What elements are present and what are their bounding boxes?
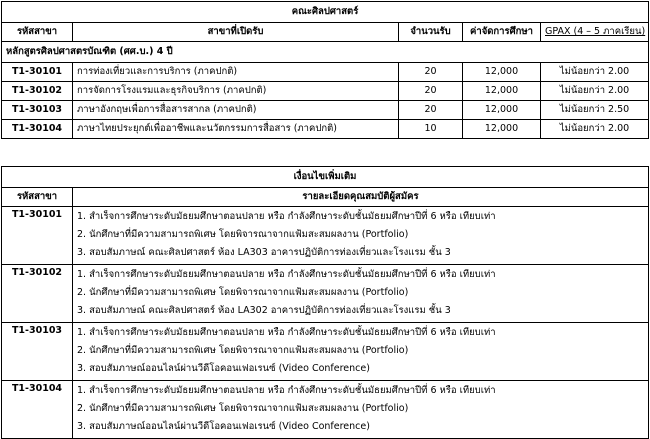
condition-line: 3. สอบสัมภาษณ์ คณะศิลปศาสตร์ ห้อง LA302 อาคารปฏิบัติการท่องเที่ยวและโรงแรม ชั้น 3	[77, 305, 451, 316]
program-fee: 12,000	[463, 63, 541, 82]
conditions-title: เงื่อนไขเพิ่มเติม	[2, 167, 649, 188]
program-quota: 20	[399, 63, 463, 82]
table-row	[2, 207, 649, 265]
header-fee: ค่าจัดการศึกษา	[463, 23, 541, 42]
conditions-title-row	[2, 167, 649, 188]
conditions-table	[1, 166, 649, 439]
condition-code: T1-30102	[2, 265, 73, 323]
program-group-label: หลักสูตรศิลปศาสตรบัณฑิต (ศศ.บ.) 4 ปี	[2, 42, 649, 63]
condition-code: T1-30104	[2, 381, 73, 439]
condition-list	[73, 381, 649, 439]
header-details: รายละเอียดคุณสมบัติผู้สมัคร	[73, 188, 649, 207]
condition-code: T1-30101	[2, 207, 73, 265]
program-gpax: ไม่น้อยกว่า 2.00	[541, 63, 649, 82]
program-name: การจัดการโรงแรมและธุรกิจบริการ (ภาคปกติ)	[73, 82, 399, 101]
program-quota: 20	[399, 101, 463, 120]
condition-list	[73, 265, 649, 323]
table-row	[2, 120, 649, 139]
program-code: T1-30104	[2, 120, 73, 139]
faculty-title: คณะศิลปศาสตร์	[2, 2, 649, 23]
condition-list	[73, 323, 649, 381]
header-quota: จำนวนรับ	[399, 23, 463, 42]
program-code: T1-30103	[2, 101, 73, 120]
header-program: สาขาที่เปิดรับ	[73, 23, 399, 42]
condition-line: 1. สำเร็จการศึกษาระดับมัธยมศึกษาตอนปลาย หรือ กำลังศึกษาระดับชั้นมัธยมศึกษาปีที่ 6 หรือ เทียบเท่า	[77, 385, 496, 396]
program-gpax: ไม่น้อยกว่า 2.00	[541, 120, 649, 139]
table-row	[2, 381, 649, 439]
condition-line: 1. สำเร็จการศึกษาระดับมัธยมศึกษาตอนปลาย หรือ กำลังศึกษาระดับชั้นมัธยมศึกษาปีที่ 6 หรือ เทียบเท่า	[77, 269, 496, 280]
header-gpax	[541, 23, 649, 42]
program-code: T1-30102	[2, 82, 73, 101]
program-group-row	[2, 42, 649, 63]
condition-line: 2. นักศึกษาที่มีความสามารถพิเศษ โดยพิจารณาจากแฟ้มสะสมผลงาน (Portfolio)	[77, 345, 409, 356]
programs-header-row	[2, 23, 649, 42]
header-code: รหัสสาขา	[2, 188, 73, 207]
program-fee: 12,000	[463, 82, 541, 101]
program-name: ภาษาไทยประยุกต์เพื่ออาชีพและนวัตกรรมการสื่อสาร (ภาคปกติ)	[73, 120, 399, 139]
program-code: T1-30101	[2, 63, 73, 82]
program-gpax: ไม่น้อยกว่า 2.50	[541, 101, 649, 120]
table-row	[2, 265, 649, 323]
program-gpax: ไม่น้อยกว่า 2.00	[541, 82, 649, 101]
program-quota: 20	[399, 82, 463, 101]
header-code: รหัสสาขา	[2, 23, 73, 42]
condition-line: 3. สอบสัมภาษณ์ คณะศิลปศาสตร์ ห้อง LA303 อาคารปฏิบัติการท่องเที่ยวและโรงแรม ชั้น 3	[77, 247, 451, 258]
condition-line: 2. นักศึกษาที่มีความสามารถพิเศษ โดยพิจารณาจากแฟ้มสะสมผลงาน (Portfolio)	[77, 403, 409, 414]
table-row	[2, 63, 649, 82]
program-fee: 12,000	[463, 120, 541, 139]
condition-line: 2. นักศึกษาที่มีความสามารถพิเศษ โดยพิจารณาจากแฟ้มสะสมผลงาน (Portfolio)	[77, 229, 409, 240]
table-row	[2, 323, 649, 381]
programs-title-row	[2, 2, 649, 23]
condition-line: 2. นักศึกษาที่มีความสามารถพิเศษ โดยพิจารณาจากแฟ้มสะสมผลงาน (Portfolio)	[77, 287, 409, 298]
table-row	[2, 82, 649, 101]
condition-line: 3. สอบสัมภาษณ์ออนไลน์ผ่านวีดีโอคอนเฟอเรนซ์ (Video Conference)	[77, 421, 370, 432]
conditions-header-row	[2, 188, 649, 207]
condition-line: 1. สำเร็จการศึกษาระดับมัธยมศึกษาตอนปลาย หรือ กำลังศึกษาระดับชั้นมัธยมศึกษาปีที่ 6 หรือ เทียบเท่า	[77, 327, 496, 338]
program-name: ภาษาอังกฤษเพื่อการสื่อสารสากล (ภาคปกติ)	[73, 101, 399, 120]
program-name: การท่องเที่ยวและการบริการ (ภาคปกติ)	[73, 63, 399, 82]
condition-list	[73, 207, 649, 265]
condition-line: 1. สำเร็จการศึกษาระดับมัธยมศึกษาตอนปลาย หรือ กำลังศึกษาระดับชั้นมัธยมศึกษาปีที่ 6 หรือ เทียบเท่า	[77, 211, 496, 222]
program-quota: 10	[399, 120, 463, 139]
condition-line: 3. สอบสัมภาษณ์ออนไลน์ผ่านวีดีโอคอนเฟอเรนซ์ (Video Conference)	[77, 363, 370, 374]
table-row	[2, 101, 649, 120]
programs-table	[1, 1, 649, 139]
condition-code: T1-30103	[2, 323, 73, 381]
program-fee: 12,000	[463, 101, 541, 120]
header-gpax-label: GPAX (4 – 5 ภาคเรียน)	[545, 25, 646, 37]
